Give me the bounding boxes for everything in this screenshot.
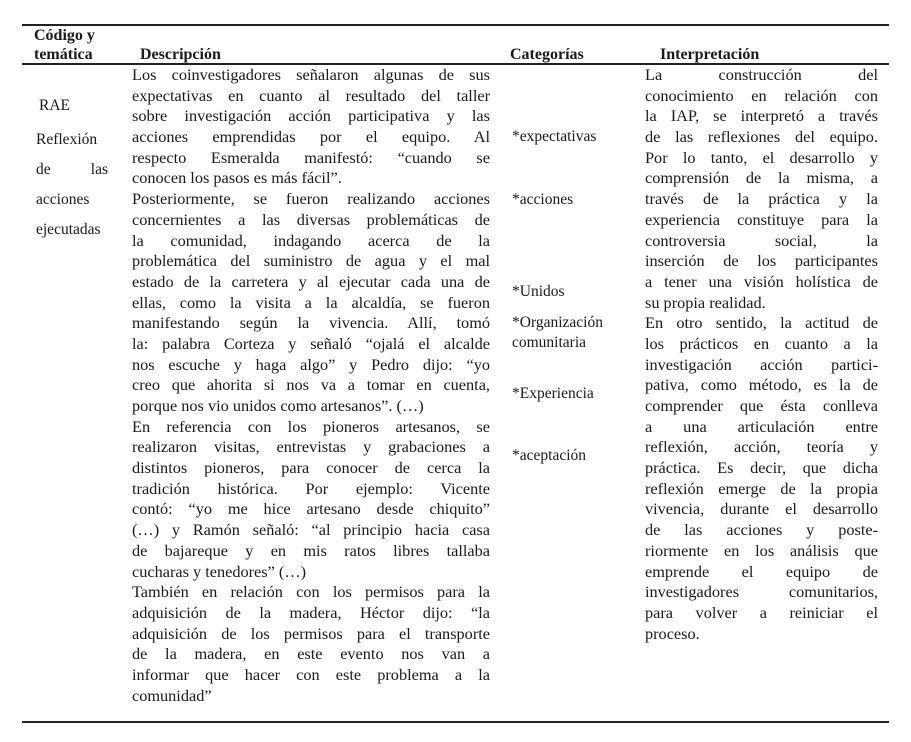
- header-categories: Categorías: [510, 46, 584, 63]
- category: *Experiencia: [512, 385, 594, 402]
- header-description: Descripción: [140, 46, 221, 63]
- text-line: adquisición de los permisos para el transporte: [132, 623, 490, 643]
- text-line: la comunidad, indagando acerca de la: [132, 230, 490, 250]
- text-line: tradición histórica. Por ejemplo: Vicente: [132, 478, 490, 498]
- theme-line: de las: [36, 161, 108, 178]
- text-line: contó: “yo me hice artesano desde chiquito”: [132, 499, 490, 519]
- text-line: controversia social, la: [645, 230, 878, 250]
- category: *acciones: [512, 191, 574, 208]
- text-line: conocimiento en relación con: [645, 85, 878, 105]
- table-top-rule: [22, 24, 889, 26]
- text-line: reflexión, acción, teoría y: [645, 437, 878, 457]
- text-line: para volver a reiniciar el: [645, 602, 878, 622]
- text-line: de bajareque y en mis ratos libres tallaba: [132, 540, 490, 560]
- text-line: riormente en los análisis que: [645, 540, 878, 560]
- text-line: inserción de los participantes: [645, 251, 878, 271]
- text-line: sobre investigación acción participativa y las: [132, 106, 490, 126]
- text-line: respecto Esmeralda manifestó: “cuando se: [132, 147, 490, 167]
- text-line: Posteriormente, se fueron realizando acciones: [132, 189, 490, 209]
- interpretation-cell: [645, 65, 878, 644]
- theme-line: ejecutadas: [36, 221, 101, 238]
- table-bottom-rule: [22, 721, 889, 723]
- text-line: pativa, como método, es la de: [645, 375, 878, 395]
- text-line: vivencia, durante el desarrollo: [645, 499, 878, 519]
- text-line: problemática del suministro de agua y el mal: [132, 251, 490, 271]
- text-line: (…) y Ramón señaló: “al principio hacia casa: [132, 520, 490, 540]
- text-line: proceso.: [645, 623, 700, 643]
- category: *Organización: [512, 314, 603, 331]
- header-code-line: Código y: [34, 27, 95, 44]
- text-line: manifestando según la vivencia. Allí, tomó: [132, 313, 490, 333]
- text-line: comunidad”: [132, 685, 212, 705]
- text-line: reflexión emerge de la propia: [645, 478, 878, 498]
- text-line: nos escuche y haga algo” y Pedro dijo: “yo: [132, 354, 490, 374]
- text-line: investigación acción partici-: [645, 354, 878, 374]
- text-line: comprensión de la misma, a: [645, 168, 878, 188]
- text-line: porque nos vio unidos como artesanos”. (…): [132, 396, 424, 415]
- text-line: investigadores comunitarios,: [645, 582, 878, 602]
- text-line: cucharas y tenedores” (…): [132, 561, 307, 581]
- text-line: distintos pioneros, para conocer de cerca la: [132, 458, 490, 478]
- text-line: expectativas en cuanto al resultado del taller: [132, 85, 490, 105]
- text-line: creo que ahorita si nos va a tomar en cuenta,: [132, 375, 490, 395]
- code-id: RAE: [39, 97, 70, 114]
- text-line: de las reflexiones del equipo.: [645, 127, 878, 147]
- description-cell: [132, 65, 490, 706]
- category: comunitaria: [512, 334, 587, 351]
- text-line: la: palabra Corteza y señaló “ojalá el alcalde: [132, 333, 490, 353]
- text-line: realizaron visitas, entrevistas y grabaciones a: [132, 437, 490, 457]
- text-line: la IAP, se interpretó a través: [645, 106, 878, 126]
- text-line: En referencia con los pioneros artesanos, se: [132, 416, 490, 436]
- header-code: [34, 26, 95, 64]
- text-line: ellas, como la visita a la alcaldía, se fueron: [132, 292, 490, 312]
- text-line: estado de la carretera y al ejecutar cada una de: [132, 271, 490, 291]
- text-line: a una articulación entre: [645, 416, 878, 436]
- text-line: a tener una visión holística de: [645, 271, 878, 291]
- text-line: Los coinvestigadores señalaron algunas de sus: [132, 65, 490, 84]
- text-line: emprende el equipo de: [645, 561, 878, 581]
- text-line: través de la práctica y la: [645, 189, 878, 209]
- text-line: de la madera, en este evento nos van a: [132, 644, 490, 664]
- text-line: concernientes a las diversas problemáticas de: [132, 209, 490, 229]
- text-line: práctica. Es decir, que dicha: [645, 458, 878, 478]
- code-cell: [36, 96, 108, 240]
- text-line: de las acciones y poste-: [645, 520, 878, 540]
- text-line: su propia realidad.: [645, 292, 766, 312]
- text-line: acciones emprendidas por el equipo. Al: [132, 127, 490, 147]
- text-line: También en relación con los permisos para la: [132, 582, 490, 602]
- text-line: los prácticos en cuanto a la: [645, 333, 878, 353]
- text-line: conocen los pasos es más fácil”.: [132, 168, 342, 188]
- header-code-line: temática: [34, 46, 93, 63]
- category: *Unidos: [512, 283, 565, 300]
- text-line: En otro sentido, la actitud de: [645, 313, 878, 333]
- category: *expectativas: [512, 128, 597, 145]
- text-line: comprender que ésta conlleva: [645, 396, 878, 415]
- text-line: informar que hacer con este problema a la: [132, 664, 490, 684]
- text-line: adquisición de la madera, Héctor dijo: “la: [132, 602, 490, 622]
- header-interpretation: Interpretación: [660, 46, 760, 63]
- text-line: La construcción del: [645, 65, 878, 84]
- theme-line: Reflexión: [36, 131, 98, 148]
- text-line: experiencia constituye para la: [645, 209, 878, 229]
- text-line: Por lo tanto, el desarrollo y: [645, 147, 878, 167]
- theme-line: acciones: [36, 191, 90, 208]
- category: *aceptación: [512, 447, 587, 464]
